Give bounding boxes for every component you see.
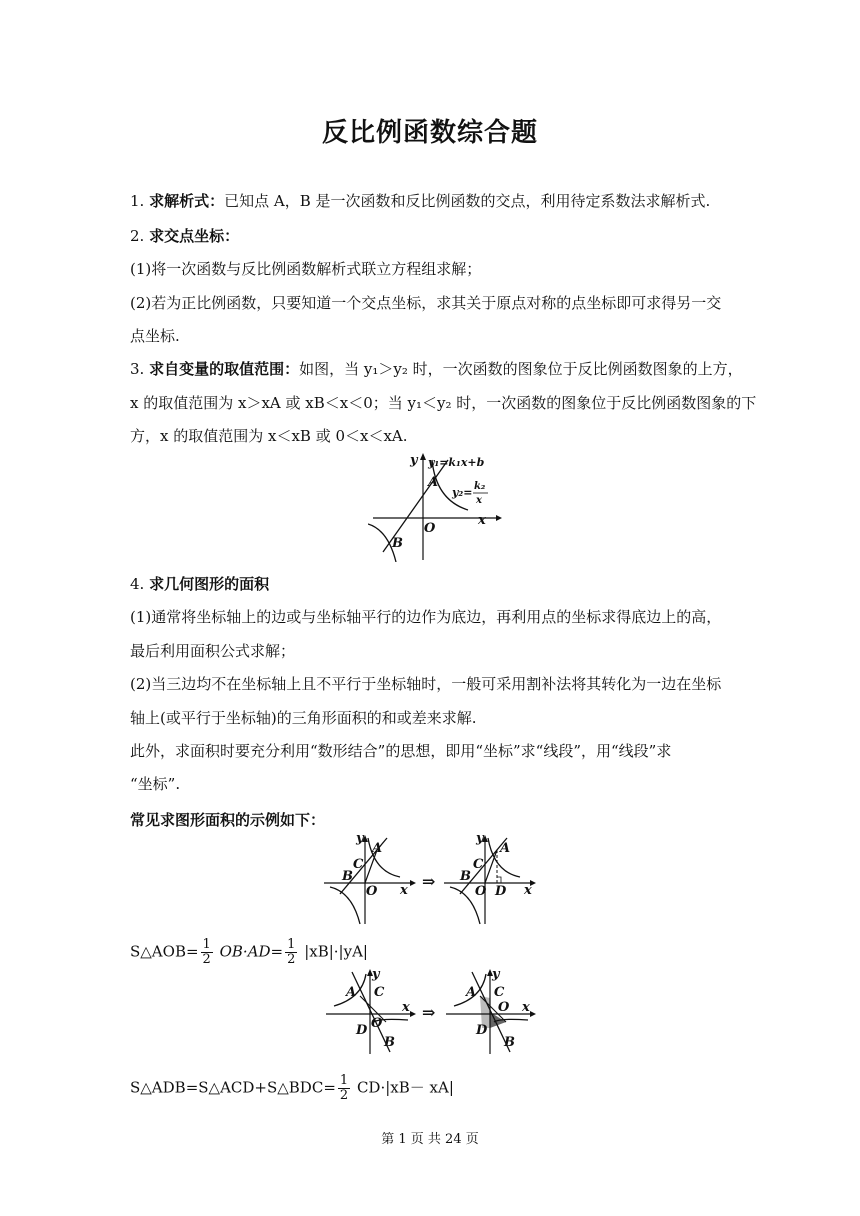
fig3-left-o-label: O: [371, 1016, 383, 1031]
fig2-left-b-label: B: [342, 869, 353, 884]
fig3-right-c-label: C: [494, 985, 505, 1000]
page-title: 反比例函数综合题: [321, 118, 538, 148]
section-1-heading: 求解析式：: [149, 192, 225, 210]
formula-aob-rhs: |xB|·|yA|: [304, 942, 368, 961]
figure-range-graph: [368, 452, 508, 562]
section-4-para-1a: (1)通常将坐标轴上的边或与坐标轴平行的边作为底边，再利用点的坐标求得底边上的高，: [130, 608, 722, 626]
formula-adb-fraction: $\frac{1}{2}$: [339, 1073, 349, 1103]
section-3-line-3: 方，x 的取值范围为 x＜xB 或 0＜x＜xA.: [130, 427, 408, 445]
fig1-point-b-label: B: [392, 536, 403, 551]
section-3: [130, 359, 743, 379]
formula-aob-mid: OB·AD=: [219, 942, 284, 961]
fig2-left-x-label: x: [400, 883, 408, 898]
fig2-right-y-label: y: [476, 832, 484, 846]
fig1-y-label: y: [410, 453, 418, 468]
section-4-heading: 求几何图形的面积: [149, 575, 270, 593]
fig2-right-d-label: D: [495, 884, 507, 899]
fig3-right-o-label: O: [498, 1000, 510, 1015]
formula-aob-lhs: S△AOB=: [130, 942, 199, 961]
section-1-text: 已知点 A，B 是一次函数和反比例函数的交点，利用待定系数法求解析式.: [224, 192, 711, 210]
fig1-eq1-label: y₁=k₁x+b: [428, 456, 485, 469]
section-4: [130, 574, 269, 594]
fig3-left-x-label: x: [402, 1000, 410, 1015]
fig2-left-y-label: y: [356, 832, 364, 846]
section-4-para-2b: 轴上(或平行于坐标轴)的三角形面积的和或差来求解.: [130, 709, 477, 727]
section-2: [130, 226, 239, 246]
section-4-number: 4.: [130, 575, 145, 593]
fig2-right-x-label: x: [524, 883, 532, 898]
fig2-left-a-label: A: [372, 841, 383, 856]
fig2-right-a-label: A: [500, 841, 511, 856]
section-3-line-1: 如图，当 y₁＞y₂ 时，一次函数的图象位于反比例函数图象的上方，: [299, 360, 743, 378]
section-2-para-2a: (2)若为正比例函数，只要知道一个交点坐标，求其关于原点对称的点坐标即可求得另一交: [130, 294, 722, 312]
section-3-line-2: x 的取值范围为 x＞xA 或 xB＜x＜0；当 y₁＜y₂ 时，一次函数的图象位于反比例函数图象的下: [130, 394, 757, 412]
fig3-left-y-label: y: [372, 967, 380, 982]
fig2-right-b-label: B: [460, 869, 471, 884]
formula-aob: [130, 938, 368, 967]
fig3-right-d-label: D: [476, 1023, 488, 1038]
page-footer: 第 1 页 共 24 页: [381, 1132, 479, 1147]
examples-heading: 常见求图形面积的示例如下：: [130, 811, 326, 829]
fig3-left-a-label: A: [346, 985, 357, 1000]
fig1-x-denominator: x: [476, 495, 482, 506]
formula-adb: [130, 1074, 454, 1103]
section-4-para-2a: (2)当三边均不在坐标轴上且不平行于坐标轴时，一般可采用割补法将其转化为一边在坐标: [130, 675, 722, 693]
section-2-number: 2.: [130, 227, 145, 245]
figure-aob-example: [322, 832, 542, 927]
section-3-number: 3.: [130, 360, 145, 378]
fig1-origin-label: O: [424, 521, 436, 536]
fig3-right-a-label: A: [466, 985, 477, 1000]
section-1-number: 1.: [130, 192, 145, 210]
figure-adb-example: [322, 966, 542, 1056]
fig2-right-c-label: C: [473, 857, 484, 872]
section-3-heading: 求自变量的取值范围：: [149, 360, 300, 378]
fig1-point-a-label: A: [428, 475, 439, 490]
fig1-k2-label: k₂: [474, 481, 486, 492]
section-4-para-3b: “坐标”.: [130, 775, 181, 793]
formula-aob-fraction-2: $\frac{1}{2}$: [287, 937, 296, 967]
fig3-right-b-label: B: [504, 1035, 515, 1050]
fig3-left-d-label: D: [356, 1023, 368, 1038]
fig2-right-o-label: O: [475, 884, 487, 899]
formula-aob-fraction-1: $\frac{1}{2}$: [202, 937, 211, 967]
fig2-implies-arrow: ⇒: [422, 872, 436, 891]
fig3-implies-arrow: ⇒: [422, 1003, 436, 1022]
section-4-para-3a: 此外，求面积时要充分利用“数形结合”的思想，即用“坐标”求“线段”，用“线段”求: [130, 742, 672, 760]
section-2-para-1: (1)将一次函数与反比例函数解析式联立方程组求解；: [130, 260, 482, 278]
section-2-heading: 求交点坐标：: [149, 227, 240, 245]
section-1: [130, 191, 710, 211]
fig3-left-b-label: B: [384, 1035, 395, 1050]
fig3-right-x-label: x: [522, 1000, 530, 1015]
section-2-para-2b: 点坐标.: [130, 327, 180, 345]
fig2-left-o-label: O: [366, 884, 378, 899]
fig3-left-c-label: C: [374, 985, 385, 1000]
section-4-para-1b: 最后利用面积公式求解；: [130, 642, 296, 660]
formula-adb-lhs: S△ADB=S△ACD+S△BDC=: [130, 1078, 336, 1097]
fig1-eq2-label: y₂=: [452, 486, 473, 499]
fig1-x-label: x: [478, 513, 486, 528]
fig2-left-c-label: C: [353, 857, 364, 872]
formula-adb-rhs: CD·|xB－ xA|: [356, 1078, 454, 1097]
fig3-right-y-label: y: [492, 967, 500, 982]
